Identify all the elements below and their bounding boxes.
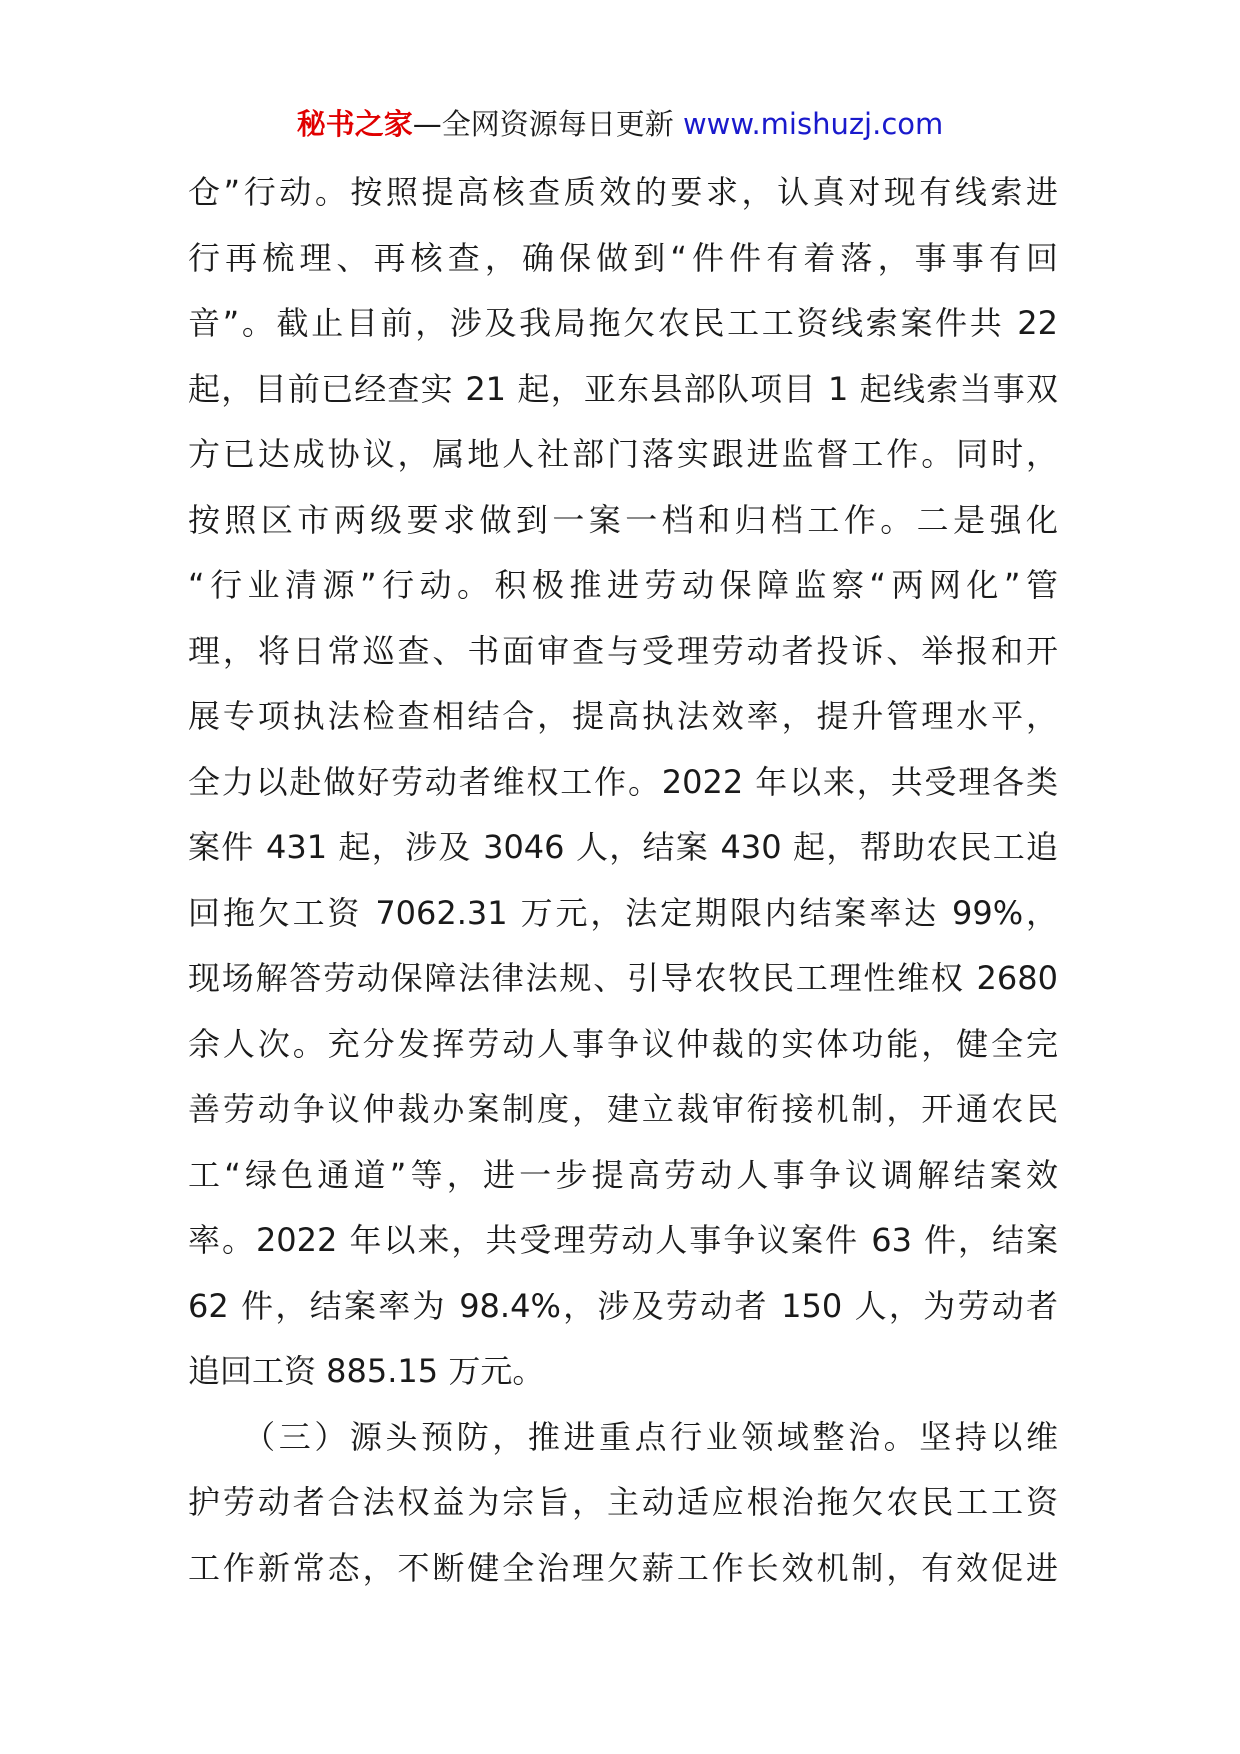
text-line: 全力以赴做好劳动者维权工作。2022 年以来，共受理各类 — [188, 762, 1058, 801]
text-line: 按照区市两级要求做到一案一档和归档工作。二是强化 — [188, 500, 1058, 539]
text-line: 案件 431 起，涉及 3046 人，结案 430 起，帮助农民工追 — [188, 828, 1058, 866]
text-line: 率。2022 年以来，共受理劳动人事争议案件 63 件，结案 — [188, 1221, 1058, 1259]
text-line: 音”。截止目前，涉及我局拖欠农民工工资线索案件共 22 — [188, 304, 1058, 342]
text-line: 回拖欠工资 7062.31 万元，法定期限内结案率达 99%， — [188, 893, 1058, 932]
site-url-link[interactable]: www.mishuzj.com — [673, 107, 944, 141]
header-tagline: —全网资源每日更新 — [412, 107, 674, 141]
text-line: 展专项执法检查相结合，提高执法效率，提升管理水平， — [188, 697, 1058, 735]
text-line: 仓”行动。按照提高核查质效的要求，认真对现有线索进 — [188, 173, 1058, 211]
brand-name: 秘书之家 — [296, 107, 413, 141]
section-heading-line: （三）源头预防，推进重点行业领域整治。坚持以维 — [188, 1417, 1058, 1456]
page-header — [0, 104, 1240, 144]
text-line: 理，将日常巡查、书面审查与受理劳动者投诉、举报和开 — [188, 631, 1058, 670]
text-line: “行业清源”行动。积极推进劳动保障监察“两网化”管 — [188, 566, 1058, 604]
text-line: 起，目前已经查实 21 起，亚东县部队项目 1 起线索当事双 — [188, 369, 1058, 408]
text-line: 62 件，结案率为 98.4%，涉及劳动者 150 人，为劳动者 — [188, 1286, 1058, 1325]
text-line: 工作新常态，不断健全治理欠薪工作长效机制，有效促进 — [188, 1548, 1058, 1587]
paragraph-end-line: 追回工资 885.15 万元。 — [188, 1352, 545, 1390]
text-line: 护劳动者合法权益为宗旨，主动适应根治拖欠农民工工资 — [188, 1483, 1058, 1521]
text-line: 现场解答劳动保障法律法规、引导农牧民工理性维权 2680 — [188, 959, 1058, 997]
document-body — [188, 160, 1058, 1601]
text-line: 工“绿色通道”等，进一步提高劳动人事争议调解结案效 — [188, 1155, 1058, 1194]
text-line: 行再梳理、再核查，确保做到“件件有着落，事事有回 — [188, 238, 1058, 277]
text-line: 方已达成协议，属地人社部门落实跟进监督工作。同时， — [188, 435, 1058, 473]
text-line: 余人次。充分发挥劳动人事争议仲裁的实体功能，健全完 — [188, 1024, 1058, 1063]
text-line: 善劳动争议仲裁办案制度，建立裁审衔接机制，开通农民 — [188, 1090, 1058, 1128]
